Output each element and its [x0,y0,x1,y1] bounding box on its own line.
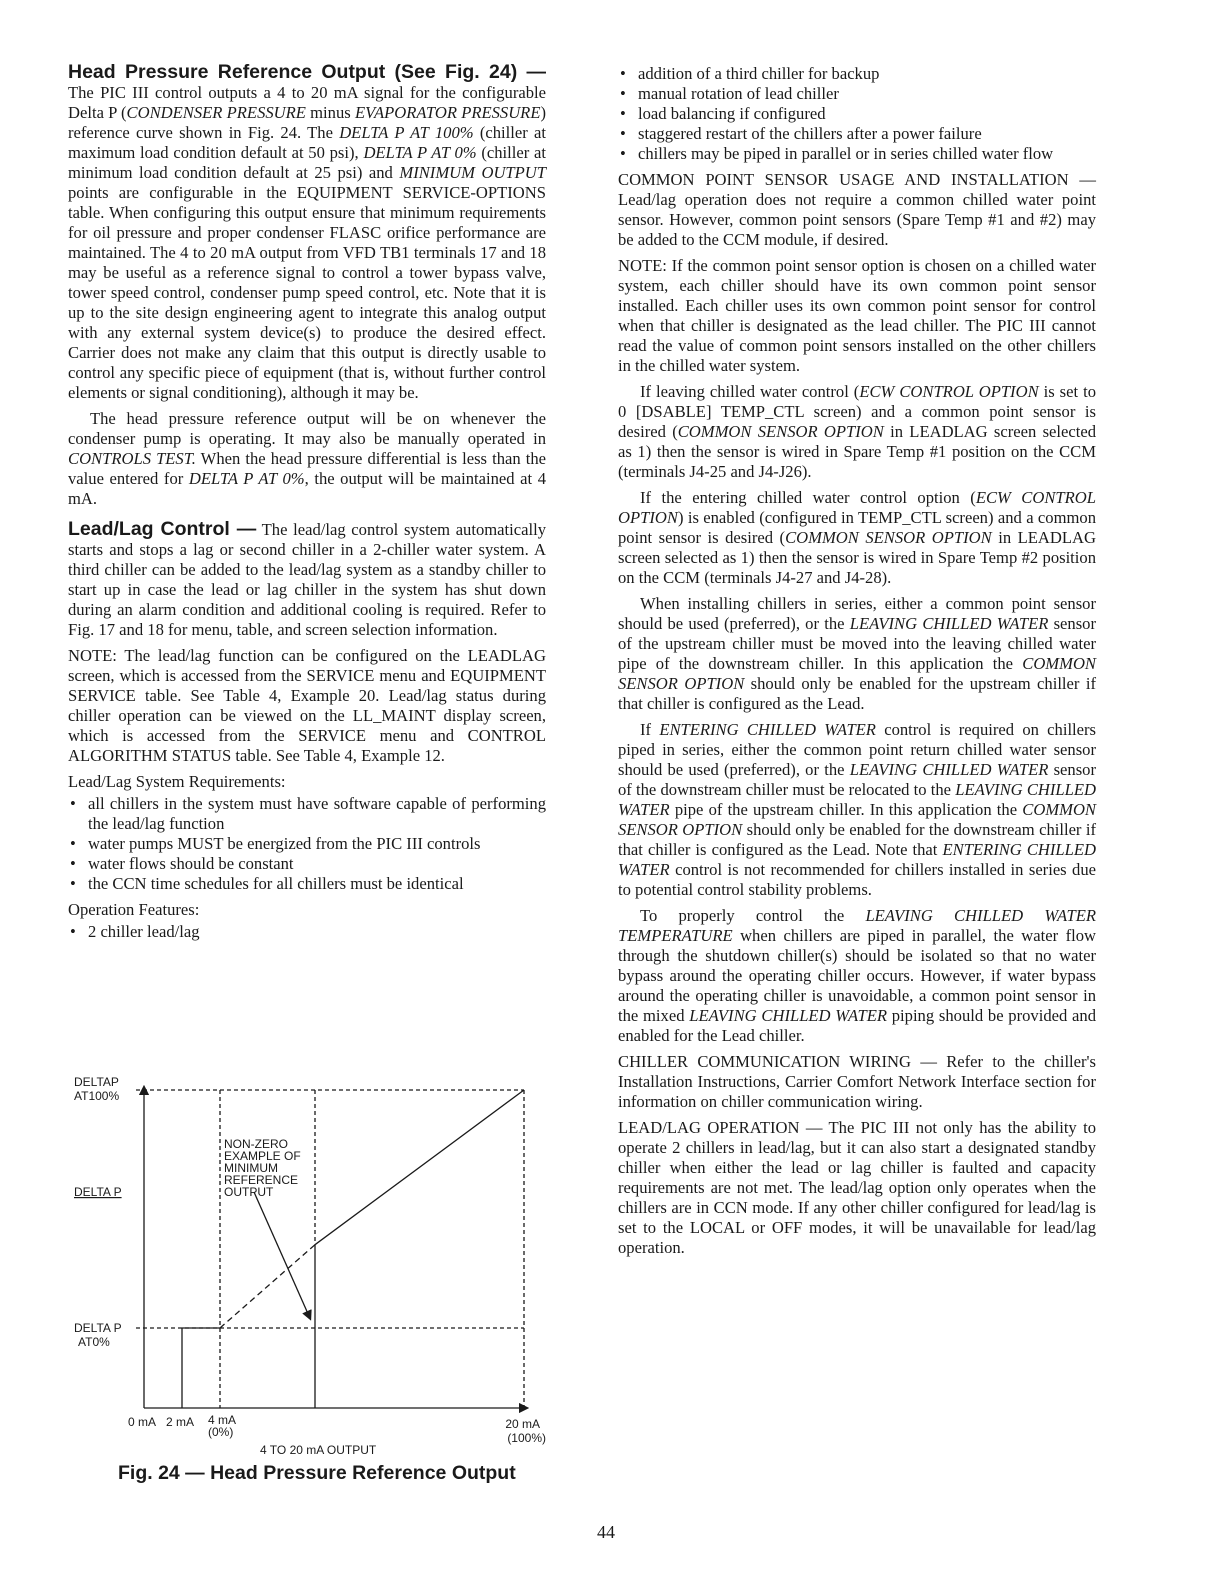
delta-p-axis-label: DELTA P [74,1185,122,1199]
delta-p-100-label-line2: AT100% [74,1089,120,1103]
annotation-line: OUTPUT [224,1185,274,1199]
list-item: • manual rotation of lead chiller [618,84,1096,104]
annotation-line: MINIMUM [224,1161,278,1175]
list-item: • load balancing if configured [618,104,1096,124]
list-item: • addition of a third chiller for backup [618,64,1096,84]
lead-lag-operation-paragraph: LEAD/LAG OPERATION — The PIC III not only has the ability to operate 2 chillers in lead/lag, but it can also start a designated standby chiller when either the lead or lag chiller is faulted and capacity requirements are not met. The lead/lag option only operates when the chillers are in CCN mode. If any other chiller configured for lead/lag is set to the LOCAL or OFF modes, it will be unavailable for lead/lag operation. [618,1118,1096,1257]
x-tick-2-ma: 2 mA [166,1415,195,1429]
reference-curve-solid-segment [315,1090,524,1245]
section-title-head-pressure: Head Pressure Reference Output (See Fig. 24) — [68,61,546,83]
communication-wiring-paragraph: CHILLER COMMUNICATION WIRING — Refer to the chiller's Installation Instructions, Carrier Comfort Network Interface section for information on chiller communication wiring. [618,1052,1096,1111]
x-tick-20-ma: 20 mA [505,1417,540,1431]
list-item: • chillers may be piped in parallel or in series chilled water flow [618,144,1096,164]
annotation-arrow [254,1192,309,1316]
delta-p-0-label-line2: AT0% [78,1335,110,1349]
features-list-left [68,922,546,942]
annotation-line: EXAMPLE OF [224,1149,301,1163]
x-axis-label: 4 TO 20 mA OUTPUT [260,1443,377,1457]
list-item: • water flows should be constant [68,854,546,874]
section-title-lead-lag: Lead/Lag Control — [68,518,257,540]
annotation-line: REFERENCE [224,1173,299,1187]
head-pressure-paragraph-2: The head pressure reference output will be on whenever the condenser pump is operating. It may also be manually operated in CONTROLS TEST. When the head pressure differential is less than the value entered for DELTA P AT 0%, the output will be maintained at 4 mA. [68,409,546,508]
page-number: 44 [597,1522,615,1542]
reference-curve-dashed-segment [220,1245,315,1328]
x-tick-4-ma: 4 mA [208,1413,237,1427]
ecw-series-paragraph: If ENTERING CHILLED WATER control is required on chillers piped in series, either the common point return chilled water sensor should be used (preferred), or the LEAVING CHILLED WATER sensor of the downstream chiller must be relocated to the LEAVING CHILLED WATER pipe of the upstream chiller. In this application the COMMON SENSOR OPTION should only be enabled for the downstream chiller if that chiller is configured as the Lead. Note that ENTERING CHILLED WATER control is not recommended for chillers installed in series due to potential control stability problems. [618,720,1097,899]
left-column [68,62,546,948]
common-point-paragraph: COMMON POINT SENSOR USAGE AND INSTALLATION — Lead/lag operation does not require a common chilled water point sensor. However, common point sensors (Spare Temp #1 and #2) may be added to the CCM module, if desired. [618,170,1096,249]
leaving-control-paragraph: If leaving chilled water control (ECW CONTROL OPTION is set to 0 [DSABLE] TEMP_CTL screen) and a common point sensor is desired (COMMON SENSOR OPTION in LEADLAG screen selected as 1) then the sensor is wired in Spare Temp #1 position on the CCM (terminals J4-25 and J4-J26). [618,382,1097,481]
lead-lag-paragraph: Lead/Lag Control — The lead/lag control system automatically starts and stops a lag or second chiller in a 2-chiller water system. A third chiller can be added to the lead/lag system as a standby chiller to start up in case the lead or lag chiller in the system has shut down during an alarm condition and additional cooling is required. Refer to Fig. 17 and 18 for menu, table, and screen selection information. [68,518,547,639]
list-item: • water pumps MUST be energized from the PIC III controls [68,834,546,854]
requirements-label: Lead/Lag System Requirements: [68,772,286,791]
list-item: • staggered restart of the chillers after a power failure [618,124,1096,144]
figure-24-chart [68,1068,558,1468]
parallel-paragraph: To properly control the LEAVING CHILLED WATER TEMPERATURE when chillers are piped in parallel, the water flow through the shutdown chiller(s) should be isolated so that no water bypass around the operating chiller occurs. However, if water bypass around the operating chiller is unavoidable, a common point sensor in the mixed LEAVING CHILLED WATER piping should be provided and enabled for the Lead chiller. [618,906,1096,1045]
list-item: • all chillers in the system must have software capable of performing the lead/lag function [68,794,546,834]
x-tick-4-ma-sub: (0%) [208,1425,234,1439]
list-item: • 2 chiller lead/lag [68,922,546,942]
note-leadlag: NOTE: The lead/lag function can be configured on the LEADLAG screen, which is accessed from the SERVICE menu and EQUIPMENT SERVICE table. See Table 4, Example 20. Lead/lag status during chiller operation can be viewed on the LL_MAINT display screen, which is accessed from the SERVICE menu and CONTROL ALGORITHM STATUS table. See Table 4, Example 12. [68,646,546,765]
list-item: • the CCN time schedules for all chillers must be identical [68,874,546,894]
delta-p-0-label-line1: DELTA P [74,1321,122,1335]
x-tick-20-ma-sub: (100%) [507,1431,546,1445]
figure-caption: Fig. 24 — Head Pressure Reference Output [118,1462,516,1484]
x-tick-0-ma: 0 mA [128,1415,157,1429]
entering-control-paragraph: If the entering chilled water control option (ECW CONTROL OPTION) is enabled (configured in TEMP_CTL screen) and a common point sensor is desired (COMMON SENSOR OPTION in LEADLAG screen selected as 1) then the sensor is wired in Spare Temp #2 position on the CCM (terminals J4-27 and J4-28). [618,488,1097,587]
chart-svg [68,1068,558,1468]
annotation-line: NON-ZERO [224,1137,288,1151]
head-pressure-paragraph: Head Pressure Reference Output (See Fig. 24) — The PIC III control outputs a 4 to 20 mA signal for the configurable Delta P (CONDENSER PRESSURE minus EVAPORATOR PRESSURE) reference curve shown in Fig. 24. The DELTA P AT 100% (chiller at maximum load condition default at 50 psi), DELTA P AT 0% (chiller at minimum load condition default at 25 psi) and MINIMUM OUTPUT points are configurable in the EQUIPMENT SERVICE-OPTIONS table. When configuring this output ensure that minimum requirements for oil pressure and proper condenser FLASC orifice performance are maintained. The 4 to 20 mA output from VFD TB1 terminals 17 and 18 may be useful as a reference signal to control a tower bypass valve, tower speed control, condenser pump speed control, etc. Note that it is up to the site design engineering agent to integrate this analog output with any external system device(s) to produce the desired effect. Carrier does not make any claim that this output is directly usable to control any specific piece of equipment (that is, without further control elements or signal conditioning), although it may be. [68,61,547,402]
features-label: Operation Features: [68,900,200,919]
right-column [618,64,1096,1264]
note-common-point: NOTE: If the common point sensor option is chosen on a chilled water system, each chiller should have its own common point sensor installed. Each chiller uses its own common point sensor for control when that chiller is designated as the lead chiller. The PIC III cannot read the value of common point sensors installed on the other chillers in the chilled water system. [618,256,1096,375]
delta-p-100-label-line1: DELTAP [74,1075,119,1089]
features-list-right [618,64,1096,164]
requirements-list [68,794,546,894]
series-paragraph: When installing chillers in series, either a common point sensor should be used (preferred), or the LEAVING CHILLED WATER sensor of the upstream chiller must be moved into the leaving chilled water pipe of the downstream chiller. In this application the COMMON SENSOR OPTION should only be enabled for the upstream chiller if that chiller is configured as the Lead. [618,594,1096,713]
